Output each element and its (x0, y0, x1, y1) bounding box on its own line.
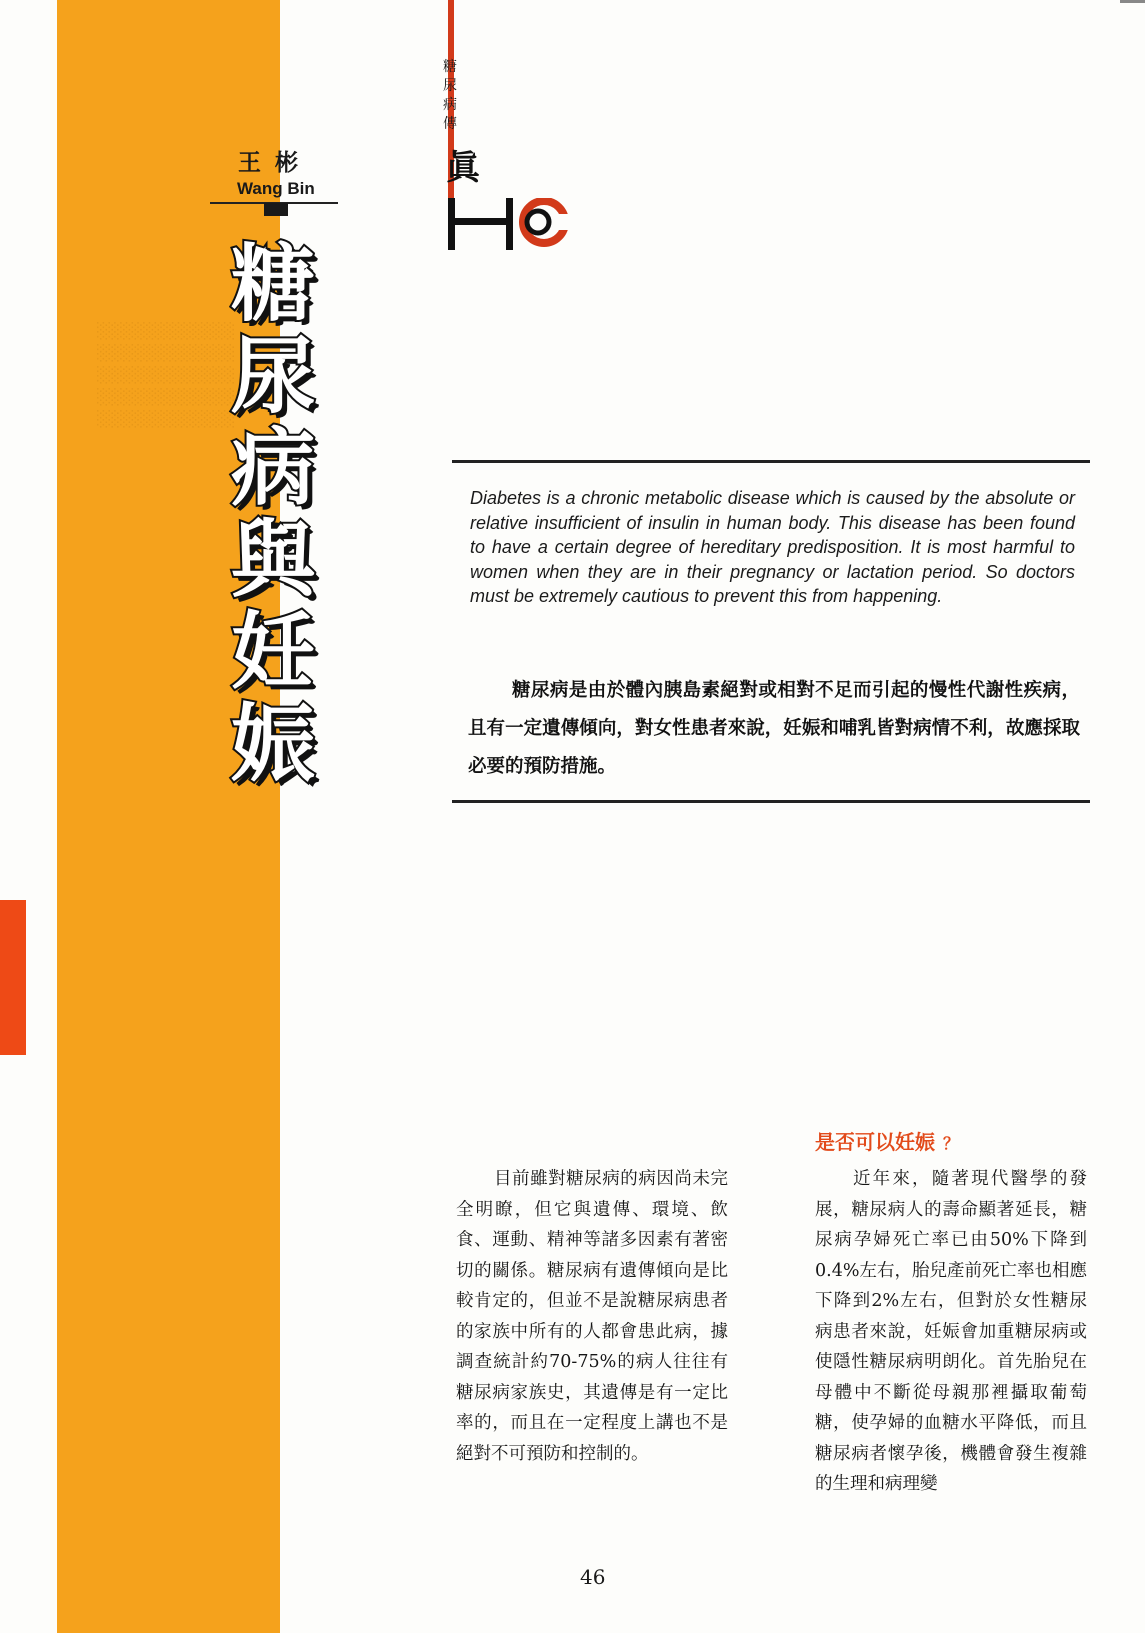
abstract-top-rule (452, 460, 1090, 463)
title-char: 病 (230, 419, 315, 517)
column-label-char: 傳 (443, 116, 457, 132)
author-block-mark (264, 203, 288, 216)
author-name-english: Wang Bin (237, 179, 315, 198)
column-label-char: 病 (443, 97, 457, 113)
column-label-char: 尿 (443, 78, 457, 94)
column-logo-char: 眞 (446, 148, 480, 188)
section-heading (815, 1126, 959, 1155)
column-label (440, 58, 460, 134)
abstract-english: Diabetes is a chronic metabolic disease which is caused by the absolute or relative insufficient of insulin in human body. This disease has been found to have a certain degree of hereditary predisposition. It is most harmful to women when they are in their pregnancy or lactation period. So doctors must be extremely cautious to prevent this from happening. (470, 488, 1075, 606)
corner-tick (1120, 0, 1145, 3)
abstract-chinese: 糖尿病是由於體內胰島素絕對或相對不足而引起的慢性代謝性疾病，且有一定遺傳傾向，對女性患者來說，妊娠和哺乳皆對病情不利，故應採取必要的預防措施。 (468, 680, 1080, 777)
body-column-right: 近年來，隨著現代醫學的發展，糖尿病人的壽命顯著延長，糖尿病孕婦死亡率已由50%下降到0.4%左右，胎兒產前死亡率也相應下降到2%左右，但對於女性糖尿病患者來說，妊娠會加重糖尿病或使隱性糖尿病明朗化。首先胎兒在母體中不斷從母親那裡攝取葡萄糖，使孕婦的血糖水平降低，而且糖尿病者懷孕後，機體會發生複雜的生理和病理變 (815, 1169, 1087, 1494)
article-title (218, 235, 328, 793)
bleed-through-texture: ░░░░░░░░░░░░ ░░░░░░░░░░░░ ░░░░░░░░░░░░ ░░░░░░░░░░░░ ░░░░░░░░░░░░ (97, 322, 236, 428)
section-heading-text: 是否可以妊娠 (815, 1130, 935, 1154)
column-logo-graphic (446, 198, 576, 254)
abstract-bottom-rule (452, 800, 1090, 803)
section-heading-mark: ？ (943, 1134, 960, 1153)
page-number: 46 (580, 1565, 606, 1589)
body-column-left: 目前雖對糖尿病的病因尚未完全明瞭，但它與遺傳、環境、飲食、運動、精神等諸多因素有著密切的關係。糖尿病有遺傳傾向是比較肯定的，但並不是說糖尿病患者的家族中所有的人都會患此病，據調查統計約70-75%的病人往往有糖尿病家族史，其遺傳是有一定比率的，而且在一定程度上講也不是絕對不可預防和控制的。 (456, 1169, 728, 1464)
author-name-chinese: 王彬 (238, 150, 312, 176)
title-char: 尿 (230, 327, 315, 425)
red-edge-tab (0, 900, 26, 1055)
title-char: 糖 (230, 235, 315, 333)
title-char: 妊 (230, 603, 315, 701)
column-label-char: 糖 (443, 59, 457, 75)
title-char: 娠 (230, 695, 315, 793)
title-char: 與 (230, 511, 315, 609)
